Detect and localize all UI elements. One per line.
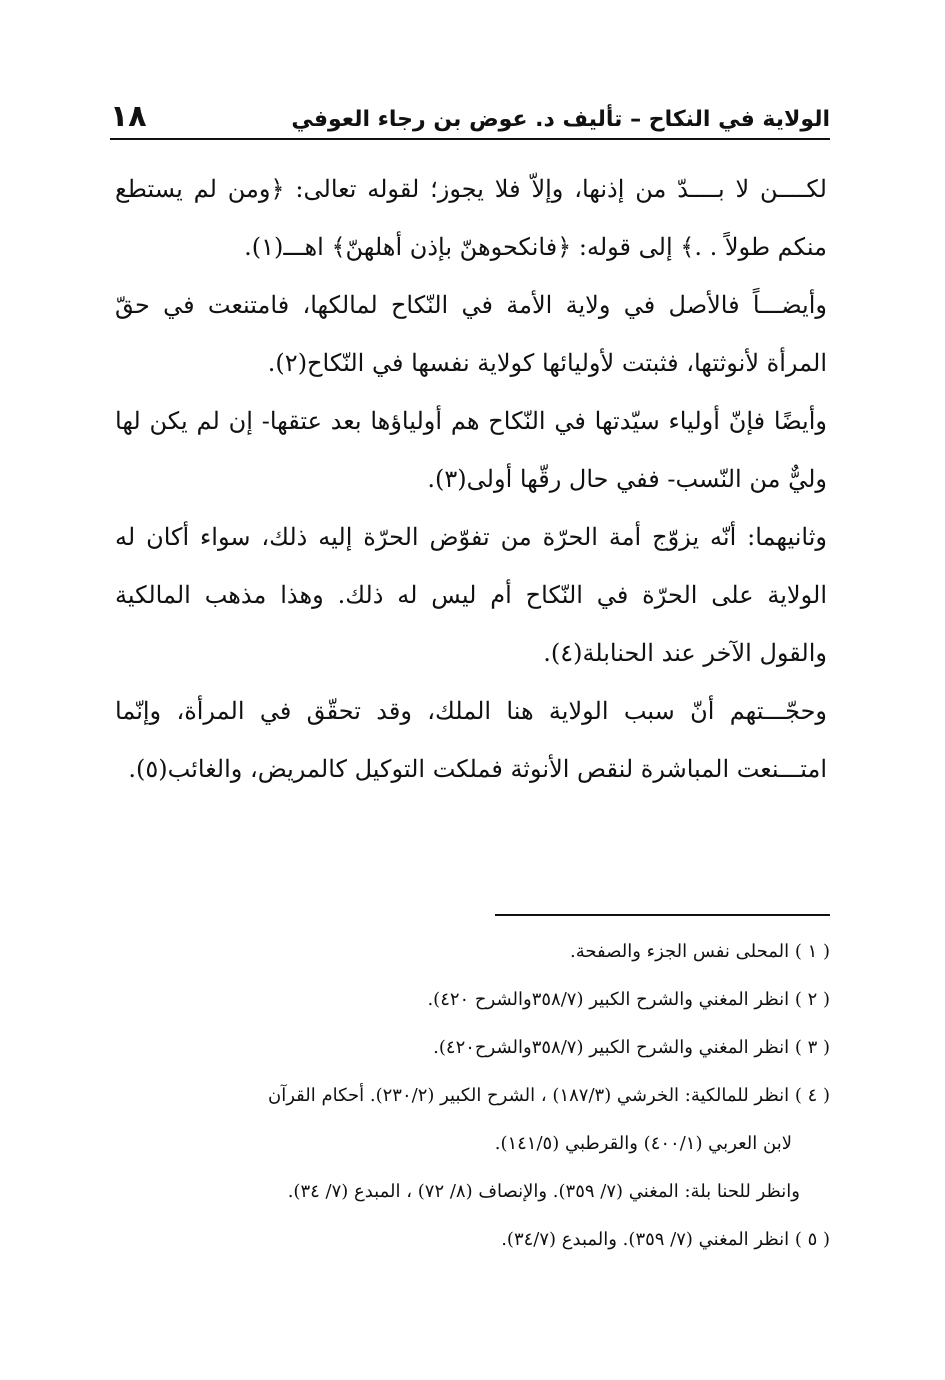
paragraph: وأيضًا فإنّ أولياء سيّدتها في النّكاح هم أولياؤها بعد عتقها- إن لم يكن لها وليٌّ من النّسب- ففي حال رقّها أولى(٣). bbox=[115, 407, 827, 493]
paragraph: وحجّـــتهم أنّ سبب الولاية هنا الملك، وقد تحقّق في المرأة، وإنّما امتـــنعت المباشرة لنقص الأنوثة فملكت التوكيل كالمريض، والغائب(٥). bbox=[115, 697, 827, 783]
footnote-separator bbox=[495, 914, 830, 916]
body-text bbox=[115, 160, 827, 798]
footnotes bbox=[135, 928, 830, 1264]
paragraph: وأيضـــاً فالأصل في ولاية الأمة في النّكاح لمالكها، فامتنعت في حقّ المرأة لأنوثتها، فثبتت لأوليائها كولاية نفسها في النّكاح(٢). bbox=[115, 291, 827, 377]
page-header bbox=[110, 96, 830, 132]
running-title: الولاية في النكاح – تأليف د. عوض بن رجاء العوفي bbox=[291, 107, 830, 132]
paragraph: وثانيهما: أنّه يزوّج أمة الحرّة من تفوّض الحرّة إليه ذلك، سواء أكان له الولاية على الحرّة في النّكاح أم ليس له ذلك. وهذا مذهب المالكية والقول الآخر عند الحنابلة(٤). bbox=[115, 523, 827, 667]
header-rule bbox=[110, 138, 830, 140]
footnote: ( ١ ) المحلى نفس الجزء والصفحة. bbox=[570, 941, 830, 962]
footnote: ( ٥ ) انظر المغني (٧/ ٣٥٩). والمبدع (٣٤/٧). bbox=[501, 1229, 830, 1250]
footnote-continuation: لابن العربي (٤٠٠/١) والقرطبي (١٤١/٥). bbox=[494, 1133, 792, 1154]
page-number: ١٨ bbox=[110, 99, 147, 134]
footnote: ( ٢ ) انظر المغني والشرح الكبير (٣٥٨/٧والشرح ٤٢٠). bbox=[427, 989, 830, 1010]
footnote: ( ٣ ) انظر المغني والشرح الكبير (٣٥٨/٧والشرح٤٢٠). bbox=[433, 1037, 830, 1058]
footnote: ( ٤ ) انظر للمالكية: الخرشي (١٨٧/٣) ، الشرح الكبير (٢٣٠/٢). أحكام القرآن bbox=[267, 1085, 830, 1106]
footnote-continuation: وانظر للحنا بلة: المغني (٧/ ٣٥٩). والإنصاف (٨/ ٧٢) ، المبدع (٧/ ٣٤). bbox=[287, 1181, 800, 1202]
paragraph: لكــــن لا بــــدّ من إذنها، وإلاّ فلا يجوز؛ لقوله تعالى: ﴿ومن لم يستطع منكم طولاً . .﴾ إلى قوله: ﴿فانكحوهنّ بإذن أهلهنّ﴾ اهـــ(١). bbox=[115, 175, 827, 261]
